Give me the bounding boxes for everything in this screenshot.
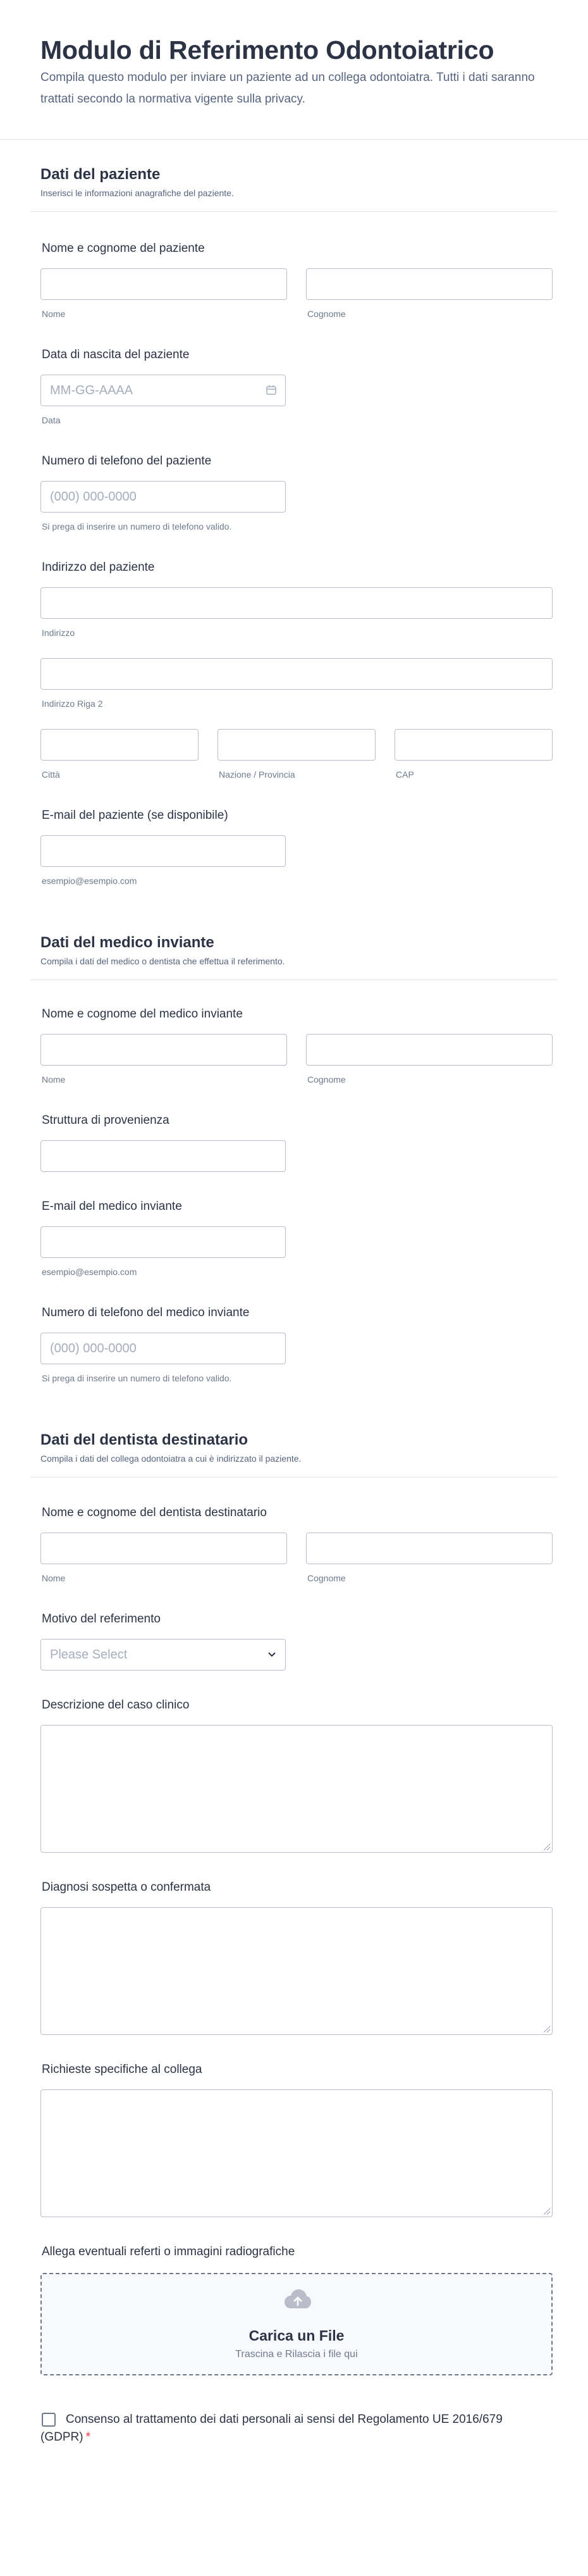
patient-dob-placeholder: MM-GG-AAAA xyxy=(50,383,133,397)
resize-handle[interactable] xyxy=(544,2208,550,2215)
doctor-email-label: E-mail del medico inviante xyxy=(42,1200,182,1213)
doctor-name-label: Nome e cognome del medico inviante xyxy=(42,1007,243,1021)
patient-city-input[interactable] xyxy=(40,729,199,761)
required-asterisk: * xyxy=(85,2430,90,2444)
requests-textarea[interactable] xyxy=(40,2089,553,2217)
doctor-first-name-sublabel: Nome xyxy=(42,1074,66,1085)
reason-select-value: Please Select xyxy=(50,1648,128,1662)
patient-email-sublabel: esempio@esempio.com xyxy=(42,876,137,886)
patient-address-line2-sublabel: Indirizzo Riga 2 xyxy=(42,699,103,709)
reason-select[interactable] xyxy=(40,1639,286,1671)
reason-label: Motivo del referimento xyxy=(42,1612,161,1626)
patient-address-line1-sublabel: Indirizzo xyxy=(42,628,75,638)
section-title-dentist: Dati del dentista destinatario xyxy=(40,1431,248,1448)
doctor-facility-label: Struttura di provenienza xyxy=(42,1114,169,1127)
gdpr-consent-text: Consenso al trattamento dei dati personali ai sensi del Regolamento UE 2016/679 (GDPR) xyxy=(40,2413,503,2444)
dentist-first-name-input[interactable] xyxy=(40,1533,287,1564)
section-description-doctor: Compila i dati del medico o dentista che effettua il referimento. xyxy=(40,956,285,966)
section-description-dentist: Compila i dati del collega odontoiatra a cui è indirizzato il paziente. xyxy=(40,1453,302,1464)
header-divider xyxy=(0,139,588,140)
chevron-down-icon xyxy=(266,1649,278,1660)
patient-email-label: E-mail del paziente (se disponibile) xyxy=(42,809,228,822)
patient-last-name-input[interactable] xyxy=(306,268,553,300)
doctor-email-input[interactable] xyxy=(40,1226,286,1258)
patient-phone-label: Numero di telefono del paziente xyxy=(42,454,212,468)
section-title-doctor: Dati del medico inviante xyxy=(40,934,214,951)
dentist-name-label: Nome e cognome del dentista destinatario xyxy=(42,1506,267,1519)
patient-phone-placeholder: (000) 000-0000 xyxy=(50,490,137,504)
doctor-facility-input[interactable] xyxy=(40,1140,286,1172)
doctor-phone-label: Numero di telefono del medico inviante xyxy=(42,1306,250,1319)
doctor-phone-input[interactable] xyxy=(40,1333,286,1364)
patient-zip-input[interactable] xyxy=(395,729,553,761)
patient-city-sublabel: Città xyxy=(42,769,60,780)
requests-label: Richieste specifiche al collega xyxy=(42,2063,202,2076)
section-title-patient: Dati del paziente xyxy=(40,166,161,183)
gdpr-consent-label xyxy=(40,2411,553,2446)
patient-dob-sublabel: Data xyxy=(42,415,61,425)
patient-phone-sublabel: Si prega di inserire un numero di telefono valido. xyxy=(42,521,232,532)
doctor-email-sublabel: esempio@esempio.com xyxy=(42,1267,137,1277)
calendar-icon[interactable] xyxy=(266,385,276,395)
patient-last-name-sublabel: Cognome xyxy=(307,309,346,319)
patient-first-name-input[interactable] xyxy=(40,268,287,300)
patient-dob-input[interactable] xyxy=(40,375,286,406)
case-description-textarea[interactable] xyxy=(40,1725,553,1853)
patient-address-label: Indirizzo del paziente xyxy=(42,561,155,574)
dentist-last-name-sublabel: Cognome xyxy=(307,1573,346,1583)
patient-name-label: Nome e cognome del paziente xyxy=(42,242,205,255)
upload-subtitle: Trascina e Rilascia i file qui xyxy=(235,2349,358,2360)
diagnosis-textarea[interactable] xyxy=(40,1907,553,2035)
doctor-last-name-input[interactable] xyxy=(306,1034,553,1066)
case-description-label: Descrizione del caso clinico xyxy=(42,1698,190,1712)
patient-first-name-sublabel: Nome xyxy=(42,309,66,319)
patient-state-sublabel: Nazione / Provincia xyxy=(219,769,295,780)
dentist-last-name-input[interactable] xyxy=(306,1533,553,1564)
section-description-patient: Inserisci le informazioni anagrafiche del paziente. xyxy=(40,188,234,198)
doctor-phone-sublabel: Si prega di inserire un numero di telefono valido. xyxy=(42,1373,232,1383)
section-divider xyxy=(30,1477,558,1478)
doctor-phone-placeholder: (000) 000-0000 xyxy=(50,1341,137,1355)
cloud-upload-icon xyxy=(284,2288,312,2312)
patient-address-line1-input[interactable] xyxy=(40,587,553,619)
form-subtitle: Compila questo modulo per inviare un paziente ad un collega odontoiatra. Tutti i dati saranno trattati secondo la normativa vigente sulla privacy. xyxy=(40,71,535,106)
patient-zip-sublabel: CAP xyxy=(396,769,414,780)
doctor-last-name-sublabel: Cognome xyxy=(307,1074,346,1085)
file-upload-dropzone[interactable] xyxy=(40,2273,553,2375)
patient-phone-input[interactable] xyxy=(40,481,286,513)
patient-dob-label: Data di nascita del paziente xyxy=(42,348,190,361)
section-divider xyxy=(30,211,558,212)
diagnosis-label: Diagnosi sospetta o confermata xyxy=(42,1881,211,1894)
dentist-first-name-sublabel: Nome xyxy=(42,1573,66,1583)
resize-handle[interactable] xyxy=(544,2026,550,2032)
resize-handle[interactable] xyxy=(544,1844,550,1850)
patient-email-input[interactable] xyxy=(40,835,286,867)
patient-address-line2-input[interactable] xyxy=(40,658,553,690)
upload-title: Carica un File xyxy=(248,2327,345,2344)
patient-state-input[interactable] xyxy=(217,729,376,761)
form-title: Modulo di Referimento Odontoiatrico xyxy=(40,35,494,65)
doctor-first-name-input[interactable] xyxy=(40,1034,287,1066)
attachments-label: Allega eventuali referti o immagini radiografiche xyxy=(42,2245,295,2258)
